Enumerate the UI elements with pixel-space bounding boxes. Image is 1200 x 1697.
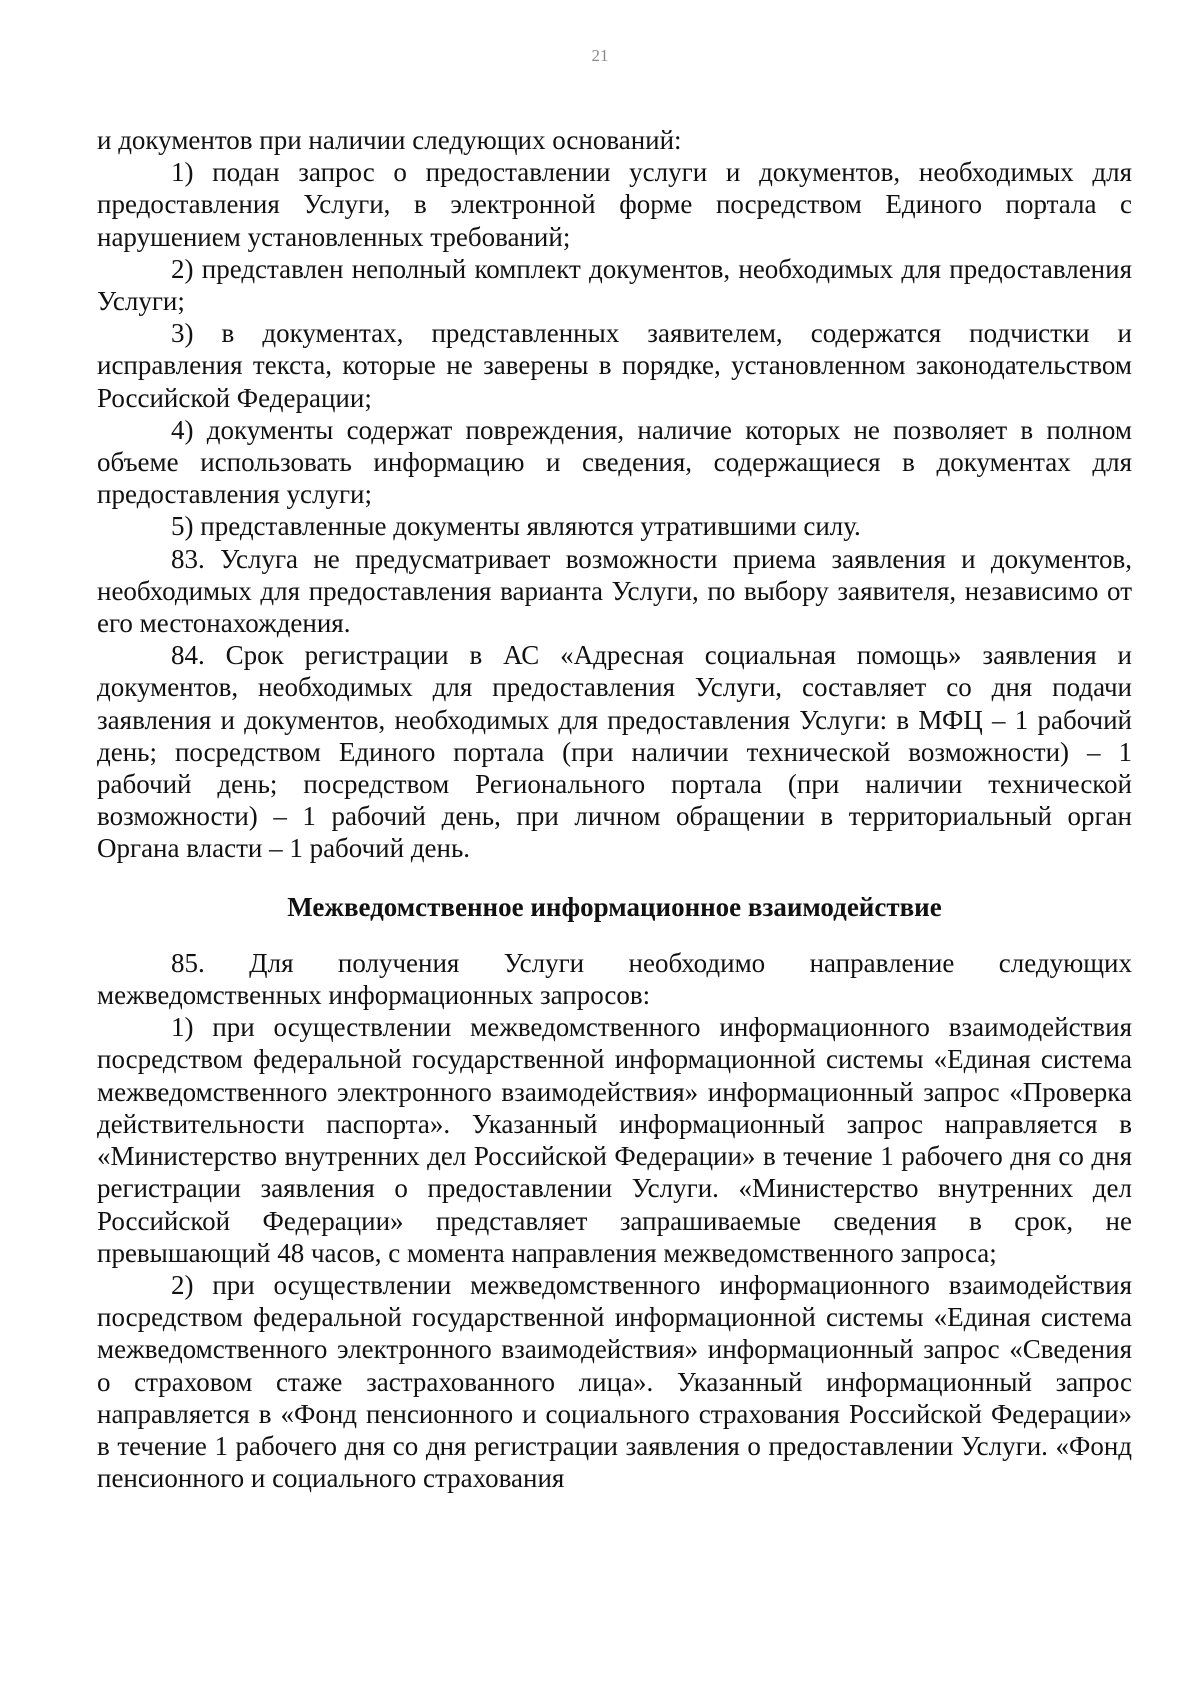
paragraph-item-3: 3) в документах, представленных заявителем, содержатся подчистки и исправления текста, которые не заверены в порядке, установленном законодательством Российской Федерации; (97, 318, 1132, 413)
paragraph-item-4: 4) документы содержат повреждения, наличие которых не позволяет в полном объеме использовать информацию и сведения, содержащиеся в документах для предоставления услуги; (97, 414, 1132, 510)
paragraph-83: 83. Услуга не предусматривает возможности приема заявления и документов, необходимых для предоставления варианта Услуги, по выбору заявителя, независимо от его местонахождения. (97, 543, 1132, 639)
paragraph-item-2: 2) представлен неполный комплект документов, необходимых для предоставления Услуги; (97, 253, 1132, 317)
document-body (97, 124, 1132, 1494)
paragraph-continuation: и документов при наличии следующих оснований: (97, 125, 682, 155)
paragraph-item-1: 1) подан запрос о предоставлении услуги и документов, необходимых для предоставления Услуги, в электронной форме посредством Единого портала с нарушением установленных требований; (97, 157, 1132, 252)
paragraph-item-5: 5) представленные документы являются утратившими силу. (171, 511, 861, 542)
paragraph-85-item-2: 2) при осуществлении межведомственного информационного взаимодействия посредством федеральной государственной информационной системы «Единая система межведомственного электронного взаимодействия» информационный запрос «Сведения о страховом стаже застрахованного лица». Указанный информационный запрос направляется в «Фонд пенсионного и социального страхования Российской Федерации» в течение 1 рабочего дня со дня регистрации заявления о предоставлении Услуги. «Фонд пенсионного и социального страхования (97, 1269, 1132, 1494)
paragraph-84: 84. Срок регистрации в АС «Адресная социальная помощь» заявления и документов, необходимых для предоставления Услуги, составляет со дня подачи заявления и документов, необходимых для предоставления Услуги: в МФЦ – 1 рабочий день; посредством Единого портала (при наличии технической возможности) – 1 рабочий день; посредством Регионального портала (при наличии технической возможности) – 1 рабочий день, при личном обращении в территориальный орган Органа власти – 1 рабочий день. (97, 640, 1132, 864)
paragraph-85-item-1: 1) при осуществлении межведомственного информационного взаимодействия посредством федеральной государственной информационной системы «Единая система межведомственного электронного взаимодействия» информационный запрос «Проверка действительности паспорта». Указанный информационный запрос направляется в «Министерство внутренних дел Российской Федерации» в течение 1 рабочего дня со дня регистрации заявления о предоставлении Услуги. «Министерство внутренних дел Российской Федерации» представляет запрашиваемые сведения в срок, не превышающий 48 часов, с момента направления межведомственного запроса; (97, 1012, 1132, 1268)
section-heading: Межведомственное информационное взаимодействие (287, 891, 942, 922)
page-number: 21 (591, 46, 609, 65)
paragraph-85: 85. Для получения Услуги необходимо направление следующих межведомственных информационных запросов: (97, 947, 1132, 1011)
